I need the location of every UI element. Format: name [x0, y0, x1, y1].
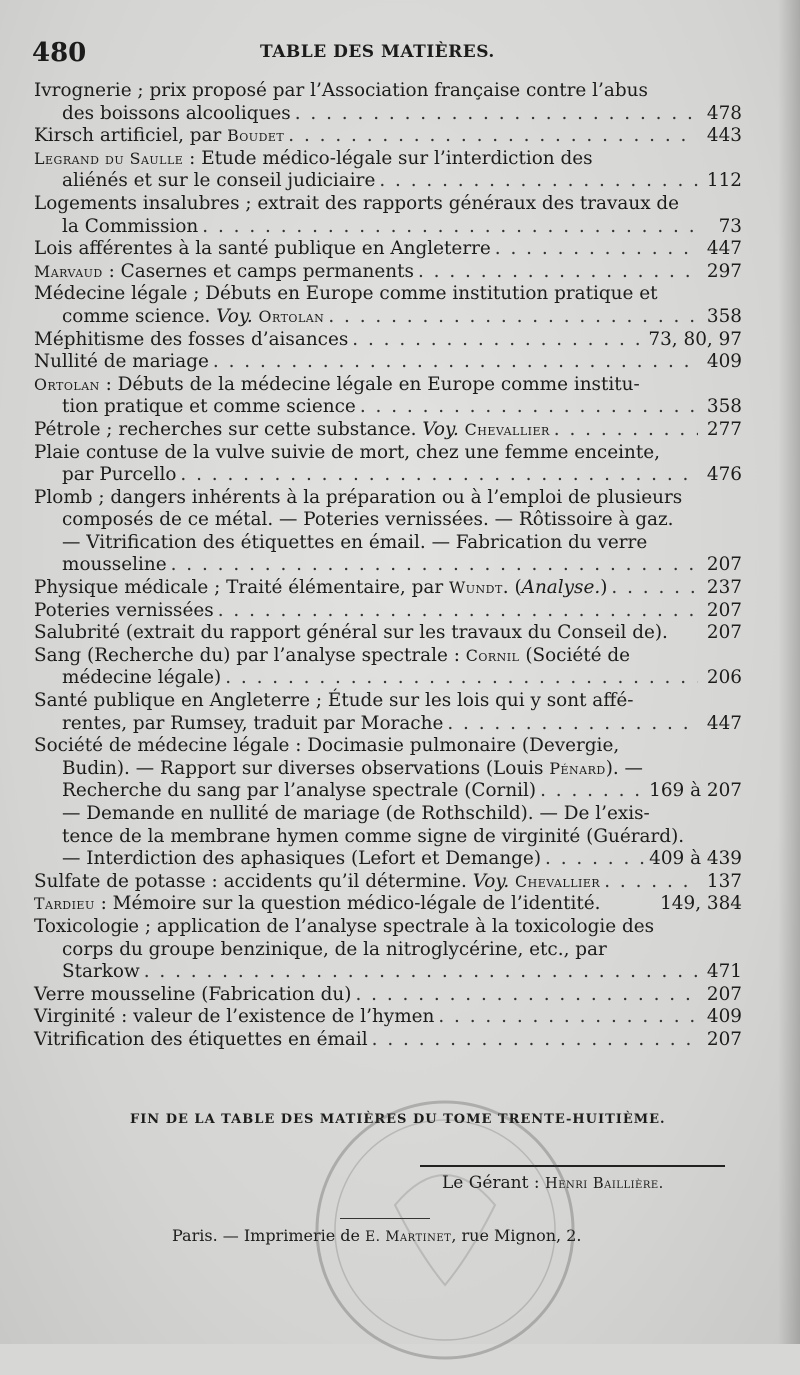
index-entry	[34, 1029, 742, 1052]
entry-text	[34, 622, 668, 645]
entry-text	[62, 780, 536, 803]
entry-line	[34, 826, 742, 849]
entry-text	[62, 554, 167, 577]
leader-dots	[213, 351, 698, 374]
entry-line	[34, 667, 742, 690]
index-entry	[34, 351, 742, 374]
entry-line	[34, 961, 742, 984]
leader-dots	[171, 554, 698, 577]
entry-text	[34, 1006, 434, 1029]
entry-line	[34, 148, 742, 171]
entry-title: tion pratique et comme science	[62, 396, 356, 418]
entry-title: Recherche du sang par l’analyse spectrale (Cornil)	[62, 780, 537, 802]
entry-title: rentes, par Rumsey, traduit par Morache	[62, 712, 444, 734]
entry-title: Toxicologie ; application de l’analyse spectrale à la toxicologie des	[34, 915, 655, 937]
entry-title: tence de la membrane hymen comme signe de virginité (Guérard).	[62, 825, 685, 847]
index-entry	[34, 442, 742, 487]
entry-voy: Voy.	[472, 870, 510, 892]
index-entry	[34, 577, 742, 600]
index-entry	[34, 125, 742, 148]
entry-title: : Mémoire sur la question médico-légale de l’identité.	[94, 893, 601, 915]
entry-text	[34, 283, 658, 306]
entry-title: Société de médecine légale : Docimasie pulmonaire (Devergie,	[34, 735, 620, 757]
entry-line	[34, 622, 742, 645]
entry-title: Plaie contuse de la vulve suivie de mort, chez une femme enceinte,	[34, 441, 660, 463]
entry-line	[34, 170, 742, 193]
entry-line	[34, 1029, 742, 1052]
leader-dots	[604, 871, 698, 894]
entry-text	[62, 103, 291, 126]
entry-line	[34, 735, 742, 758]
entry-page-number: 237	[706, 577, 742, 599]
entry-line	[34, 758, 742, 781]
entry-line	[34, 600, 742, 623]
entry-line	[34, 713, 742, 736]
entry-text	[34, 193, 679, 216]
entry-line	[34, 984, 742, 1007]
leader-dots	[495, 238, 698, 261]
entry-text	[62, 464, 176, 487]
entry-page-number: 169 à 207	[649, 780, 742, 802]
entry-title: la Commission	[62, 215, 199, 237]
entry-line	[34, 893, 742, 916]
entry-title: médecine légale)	[62, 667, 222, 689]
entry-title: Nullité de mariage	[34, 351, 209, 373]
entry-line	[34, 283, 742, 306]
page-number: 480	[32, 38, 87, 68]
entry-text	[34, 690, 633, 713]
entry-text	[34, 80, 648, 103]
index-entry	[34, 80, 742, 125]
index-entry	[34, 645, 742, 690]
entry-page-number: 447	[706, 238, 742, 260]
entry-title: Starkow	[62, 961, 140, 983]
entry-reference-name: Ortolan	[258, 306, 325, 326]
leader-dots	[540, 780, 645, 803]
index-entry	[34, 374, 742, 419]
entry-page-number: 447	[706, 712, 742, 734]
entry-title: Plomb ; dangers inhérents à la préparation ou à l’emploi de plusieurs	[34, 486, 683, 508]
index-entry	[34, 329, 742, 352]
entry-line	[34, 487, 742, 510]
entry-title: Sulfate de potasse : accidents qu’il détermine.	[34, 870, 473, 892]
leader-dots	[144, 961, 698, 984]
leader-dots	[545, 848, 645, 871]
index-entry	[34, 283, 742, 328]
entry-tail: )	[600, 577, 608, 599]
entry-text	[62, 509, 674, 532]
index-entry	[34, 690, 742, 735]
index-entry	[34, 238, 742, 261]
entry-text	[34, 600, 214, 623]
entry-text	[62, 961, 140, 984]
entry-line	[34, 329, 742, 352]
entry-title: aliénés et sur le conseil judiciaire	[62, 170, 376, 192]
index-entry	[34, 916, 742, 984]
gerant-name: Henri Baillière.	[544, 1175, 664, 1192]
entry-title: Verre mousseline (Fabrication du)	[34, 983, 352, 1005]
entry-line	[34, 216, 742, 239]
entry-page-number: 476	[706, 464, 742, 486]
leader-dots	[418, 261, 698, 284]
entry-title: Budin). — Rapport sur diverses observations (Louis	[62, 757, 550, 779]
entry-title: : Débuts de la médecine légale en Europe comme institu-	[99, 373, 640, 395]
index-entry	[34, 735, 742, 871]
entry-title: Ivrognerie ; prix proposé par l’Association française contre l’abus	[34, 80, 648, 101]
entry-text	[62, 826, 684, 849]
leader-dots	[438, 1006, 698, 1029]
entry-title: des boissons alcooliques	[62, 102, 291, 124]
index-entry	[34, 261, 742, 284]
leader-dots	[360, 396, 698, 419]
entry-line	[34, 80, 742, 103]
imprint-name: E. Martinet	[365, 1229, 452, 1245]
entry-reference-name: Chevallier	[464, 419, 550, 439]
entry-page-number: 149, 384	[660, 893, 742, 915]
entry-reference-name: Wundt	[448, 578, 503, 598]
entry-title: Médecine légale ; Débuts en Europe comme institution pratique et	[34, 283, 658, 305]
entry-line	[34, 125, 742, 148]
entry-line	[34, 442, 742, 465]
entry-author: Marvaud	[34, 261, 103, 281]
leader-dots	[180, 464, 698, 487]
entry-voy: Voy.	[422, 418, 459, 440]
entry-line	[34, 351, 742, 374]
imprint-suffix: , rue Mignon, 2.	[451, 1226, 582, 1245]
entry-title: Lois afférentes à la santé publique en Angleterre	[34, 238, 491, 260]
leader-dots	[295, 103, 698, 126]
entry-title: — Demande en nullité de mariage (de Rothschild). — De l’exis-	[62, 803, 650, 824]
entry-text	[62, 848, 541, 871]
entry-title: Kirsch artificiel, par	[34, 125, 228, 147]
entry-line	[34, 645, 742, 668]
entry-page-number: 112	[706, 170, 742, 192]
entry-title: Salubrité (extrait du rapport général sur les travaux du Conseil de).	[34, 622, 668, 644]
entry-author: Tardieu	[34, 894, 95, 914]
entry-line	[34, 916, 742, 939]
index-entry	[34, 600, 742, 623]
entry-line	[34, 532, 742, 555]
index-entry	[34, 622, 742, 645]
entry-line	[34, 939, 742, 962]
entry-line	[34, 577, 742, 600]
leader-dots	[447, 713, 698, 736]
entry-text	[34, 487, 682, 510]
entry-text	[62, 216, 198, 239]
entry-text	[34, 374, 640, 397]
entry-page-number: 73, 80, 97	[648, 328, 742, 350]
entry-text	[34, 871, 600, 894]
entry-page-number: 409 à 439	[649, 848, 742, 870]
entry-reference-name: Pénard	[549, 758, 606, 778]
entry-reference-name: Boudet	[227, 126, 285, 146]
entry-line	[34, 238, 742, 261]
entry-tail: . (	[502, 577, 522, 599]
entry-line	[34, 261, 742, 284]
entry-page-number: 207	[706, 554, 742, 576]
entry-author: Legrand du Saulle	[34, 148, 184, 168]
entry-title: composés de ce métal. — Poteries vernissées. — Rôtissoire à gaz.	[62, 509, 674, 531]
entry-page-number: 277	[706, 418, 742, 440]
entry-title: Logements insalubres ; extrait des rapports généraux des travaux de	[34, 192, 680, 214]
entry-page-number: 297	[706, 260, 742, 282]
entry-title: Virginité : valeur de l’existence de l’hymen	[34, 1006, 435, 1028]
index-entries	[34, 80, 742, 1052]
entry-title: Méphitisme des fosses d’aisances	[34, 328, 349, 350]
entry-title: : Casernes et camps permanents	[102, 260, 414, 282]
entry-text	[34, 261, 414, 284]
entry-page-number: 358	[706, 305, 742, 327]
index-entry	[34, 871, 742, 894]
entry-page-number: 137	[706, 870, 742, 892]
leader-dots	[554, 419, 698, 442]
entry-text	[34, 351, 209, 374]
entry-page-number: 409	[706, 351, 742, 373]
entry-page-number: 443	[706, 125, 742, 147]
entry-title: comme science.	[62, 305, 217, 327]
entry-text	[34, 148, 593, 171]
page-header	[32, 38, 732, 68]
entry-title: — Interdiction des aphasiques (Lefort et Demange)	[62, 848, 541, 870]
entry-text	[34, 1029, 368, 1052]
entry-title: Poteries vernissées	[34, 599, 214, 621]
entry-title: Vitrification des étiquettes en émail	[34, 1028, 368, 1050]
entry-tail: (Société de	[519, 644, 631, 666]
entry-line	[34, 374, 742, 397]
entry-page-number: 206	[706, 667, 742, 689]
gerant-line	[442, 1173, 664, 1193]
entry-text	[62, 713, 443, 736]
entry-line	[34, 396, 742, 419]
entry-line	[34, 306, 742, 329]
entry-text	[34, 442, 660, 465]
entry-text	[62, 306, 324, 329]
entry-text	[34, 419, 550, 442]
entry-title: par Purcello	[62, 464, 177, 486]
entry-text	[34, 916, 654, 939]
entry-line	[34, 690, 742, 713]
entry-page-number: 73	[718, 215, 742, 237]
entry-title: Santé publique en Angleterre ; Étude sur les lois qui y sont affé-	[34, 690, 634, 712]
entry-reference-name: Chevallier	[515, 871, 601, 891]
imprint-rule	[340, 1218, 430, 1219]
entry-text	[34, 735, 619, 758]
entry-page-number: 207	[706, 1028, 742, 1050]
entry-text	[62, 532, 647, 555]
entry-title: Physique médicale ; Traité élémentaire, par	[34, 577, 449, 599]
index-entry	[34, 487, 742, 577]
entry-text	[34, 329, 348, 352]
entry-title: mousseline	[62, 554, 167, 576]
entry-page-number: 358	[706, 396, 742, 418]
entry-page-number: 207	[706, 983, 742, 1005]
entry-text	[34, 577, 607, 600]
entry-page-number: 409	[706, 1006, 742, 1028]
gerant-label: Le Gérant :	[442, 1173, 545, 1193]
entry-text	[62, 758, 643, 781]
entry-text	[62, 803, 650, 826]
entry-title: corps du groupe benzinique, de la nitroglycérine, etc., par	[62, 938, 607, 960]
leader-dots	[379, 170, 698, 193]
leader-dots	[288, 125, 698, 148]
leader-dots	[225, 667, 698, 690]
entry-line	[34, 464, 742, 487]
entry-tail: ). —	[605, 757, 643, 779]
leader-dots	[352, 329, 644, 352]
entry-line	[34, 803, 742, 826]
index-entry	[34, 984, 742, 1007]
entry-text	[34, 238, 491, 261]
running-title: TABLE DES MATIÈRES.	[260, 42, 495, 62]
entry-reference-name: Cornil	[465, 645, 520, 665]
entry-line	[34, 554, 742, 577]
index-entry	[34, 1006, 742, 1029]
entry-italic: Analyse.	[521, 577, 601, 599]
imprint-line	[172, 1226, 581, 1245]
imprint-prefix: Paris. — Imprimerie de	[172, 1226, 366, 1245]
leader-dots	[611, 577, 698, 600]
leader-dots	[202, 216, 698, 239]
signature-rule	[420, 1165, 725, 1167]
leader-dots	[355, 984, 698, 1007]
entry-title: : Etude médico-légale sur l’interdiction des	[183, 147, 593, 169]
entry-title: — Vitrification des étiquettes en émail. — Fabrication du verre	[62, 531, 648, 553]
entry-line	[34, 848, 742, 871]
entry-line	[34, 419, 742, 442]
entry-title: Pétrole ; recherches sur cette substance.	[34, 418, 423, 440]
leader-dots	[372, 1029, 698, 1052]
entry-text	[34, 893, 601, 916]
entry-line	[34, 871, 742, 894]
page-edge-shadow	[778, 0, 800, 1344]
entry-text	[62, 939, 607, 962]
entry-page-number: 207	[706, 599, 742, 621]
index-entry	[34, 148, 742, 193]
leader-dots	[218, 600, 698, 623]
entry-line	[34, 509, 742, 532]
entry-line	[34, 193, 742, 216]
entry-line	[34, 103, 742, 126]
index-entry	[34, 193, 742, 238]
entry-page-number: 207	[706, 622, 742, 644]
entry-line	[34, 780, 742, 803]
entry-text	[34, 125, 284, 148]
entry-line	[34, 1006, 742, 1029]
entry-voy: Voy.	[216, 305, 253, 327]
entry-text	[34, 645, 630, 668]
entry-page-number: 478	[706, 102, 742, 124]
entry-text	[62, 170, 375, 193]
leader-dots	[328, 306, 698, 329]
entry-title: Sang (Recherche du) par l’analyse spectrale :	[34, 644, 466, 666]
entry-text	[62, 396, 356, 419]
end-note: FIN DE LA TABLE DES MATIÈRES DU TOME TRENTE-HUITIÈME.	[130, 1112, 666, 1127]
entry-text	[62, 667, 221, 690]
entry-text	[34, 984, 351, 1007]
index-entry	[34, 419, 742, 442]
entry-author: Ortolan	[34, 374, 100, 394]
index-entry	[34, 893, 742, 916]
entry-page-number: 471	[706, 961, 742, 983]
